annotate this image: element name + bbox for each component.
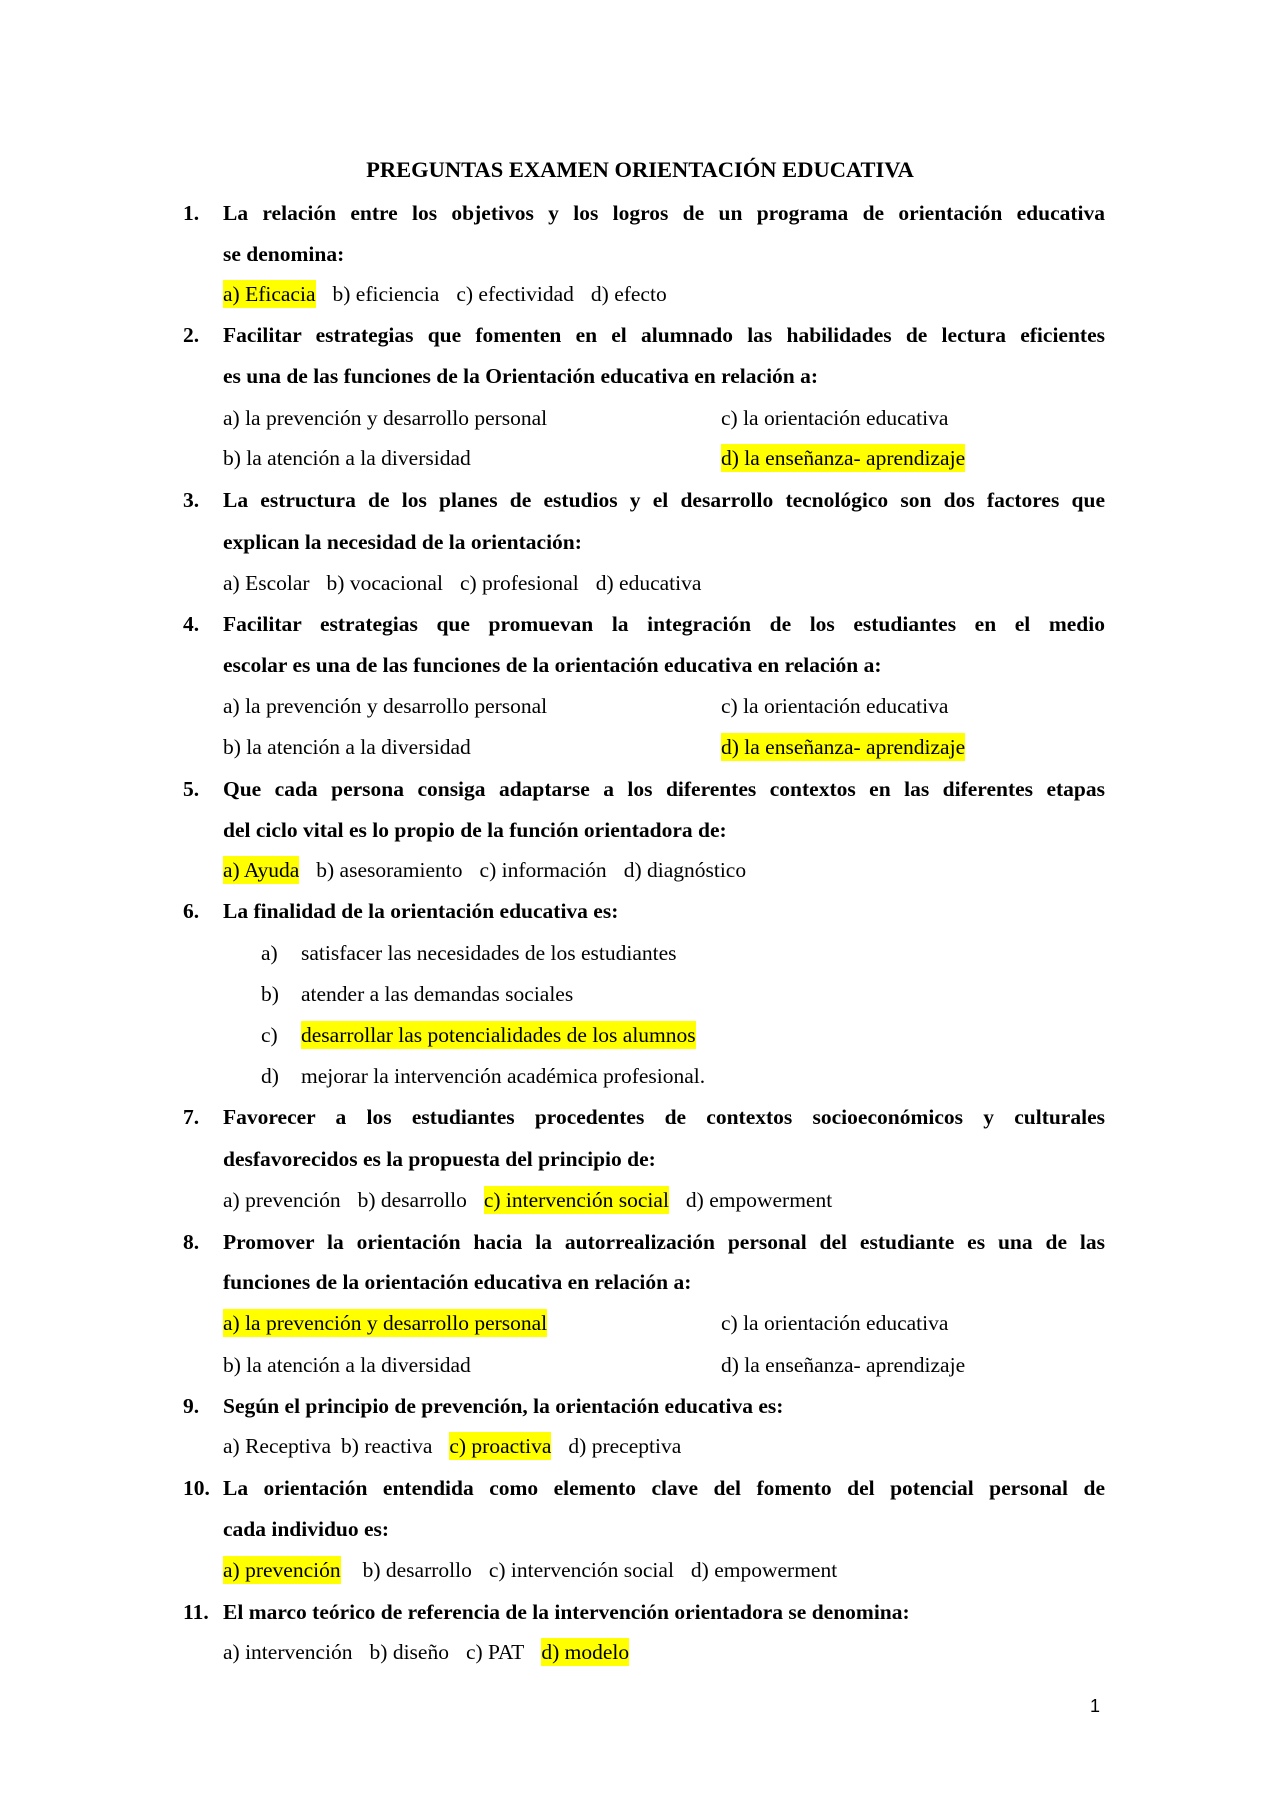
option-d: d) preceptiva: [568, 1434, 682, 1458]
option-a-correct: a) prevención: [223, 1558, 341, 1582]
option-a-correct: a) Ayuda: [223, 858, 300, 882]
question-text-line: El marco teórico de referencia de la intervención orientadora se denomina:: [223, 1600, 910, 1624]
options-row: [223, 1556, 854, 1584]
option-c: c) PAT: [465, 1640, 525, 1664]
option-c: c) la orientación educativa: [721, 694, 949, 718]
option-a: a) intervención: [223, 1640, 353, 1664]
question-text-line: Favorecer a los estudiantes procedentes de contextos socioeconómicos y culturales: [223, 1105, 1105, 1129]
option-letter: b): [261, 982, 279, 1006]
question-number: 10.: [183, 1476, 210, 1500]
option-c: c) profesional: [459, 571, 579, 595]
option-d: d) educativa: [595, 571, 702, 595]
option-a: satisfacer las necesidades de los estudiantes: [301, 941, 677, 965]
option-d: d) diagnóstico: [623, 858, 747, 882]
option-d: mejorar la intervención académica profesional.: [301, 1064, 706, 1088]
option-c-correct: desarrollar las potencialidades de los alumnos: [301, 1023, 696, 1047]
option-b: b) vocacional: [326, 571, 443, 595]
question-number: 11.: [183, 1600, 209, 1624]
options-row: [223, 1638, 646, 1666]
options-row: [223, 280, 684, 308]
question-text-line: Facilitar estrategias que promuevan la integración de los estudiantes en el medio: [223, 612, 1105, 636]
question-number: 1.: [183, 201, 200, 225]
option-c: c) intervención social: [488, 1558, 674, 1582]
question-text-line: desfavorecidos es la propuesta del principio de:: [223, 1147, 656, 1171]
option-c: c) la orientación educativa: [721, 1311, 949, 1335]
question-text-line: La estructura de los planes de estudios y el desarrollo tecnológico son dos factores que: [223, 488, 1105, 512]
question-text-line: La orientación entendida como elemento clave del fomento del potencial personal de: [223, 1476, 1105, 1500]
option-b: b) reactiva: [341, 1434, 433, 1458]
option-d: d) empowerment: [690, 1558, 838, 1582]
question-text-line: escolar es una de las funciones de la orientación educativa en relación a:: [223, 653, 882, 677]
option-letter: a): [261, 941, 278, 965]
option-a: a) Escolar: [223, 571, 310, 595]
question-text-line: La finalidad de la orientación educativa es:: [223, 899, 619, 923]
question-number: 5.: [183, 777, 200, 801]
option-b: b) la atención a la diversidad: [223, 446, 471, 470]
question-text-line: explican la necesidad de la orientación:: [223, 530, 582, 554]
question-number: 4.: [183, 612, 200, 636]
question-text-line: Que cada persona consiga adaptarse a los diferentes contextos en las diferentes etapas: [223, 777, 1105, 801]
question-text-line: Según el principio de prevención, la orientación educativa es:: [223, 1394, 784, 1418]
option-b: atender a las demandas sociales: [301, 982, 574, 1006]
question-text-line: La relación entre los objetivos y los logros de un programa de orientación educativa: [223, 201, 1105, 225]
option-b: b) eficiencia: [332, 282, 440, 306]
question-number: 7.: [183, 1105, 200, 1129]
option-d-correct: d) la enseñanza- aprendizaje: [721, 446, 966, 470]
option-b: b) asesoramiento: [316, 858, 463, 882]
option-b: b) la atención a la diversidad: [223, 1353, 471, 1377]
question-number: 8.: [183, 1230, 200, 1254]
document-title: PREGUNTAS EXAMEN ORIENTACIÓN EDUCATIVA: [366, 157, 914, 182]
option-letter: d): [261, 1064, 279, 1088]
option-a: a) prevención: [223, 1188, 341, 1212]
question-number: 6.: [183, 899, 200, 923]
option-c: c) información: [479, 858, 607, 882]
question-text-line: Promover la orientación hacia la autorrealización personal del estudiante es una de las: [223, 1230, 1105, 1254]
question-number: 9.: [183, 1394, 200, 1418]
question-number: 3.: [183, 488, 200, 512]
option-a-correct: a) la prevención y desarrollo personal: [223, 1311, 548, 1335]
options-row: [223, 1432, 698, 1460]
option-c-correct: c) proactiva: [449, 1434, 552, 1458]
question-text-line: funciones de la orientación educativa en relación a:: [223, 1270, 692, 1294]
option-c-correct: c) intervención social: [483, 1188, 669, 1212]
option-d: d) la enseñanza- aprendizaje: [721, 1353, 966, 1377]
question-text-line: se denomina:: [223, 242, 345, 266]
question-text-line: Facilitar estrategias que fomenten en el alumnado las habilidades de lectura eficientes: [223, 323, 1105, 347]
option-a: a) la prevención y desarrollo personal: [223, 406, 548, 430]
option-b: b) desarrollo: [362, 1558, 472, 1582]
option-b: b) desarrollo: [357, 1188, 467, 1212]
question-text-line: del ciclo vital es lo propio de la función orientadora de:: [223, 818, 727, 842]
option-b: b) la atención a la diversidad: [223, 735, 471, 759]
page-number: 1: [1090, 1696, 1101, 1716]
options-row: [223, 1186, 849, 1214]
option-a-correct: a) Eficacia: [223, 282, 316, 306]
option-a: a) la prevención y desarrollo personal: [223, 694, 548, 718]
option-letter: c): [261, 1023, 278, 1047]
option-d-correct: d) la enseñanza- aprendizaje: [721, 735, 966, 759]
option-b: b) diseño: [369, 1640, 449, 1664]
option-c: c) la orientación educativa: [721, 406, 949, 430]
question-text-line: es una de las funciones de la Orientación educativa en relación a:: [223, 364, 819, 388]
options-row: [223, 856, 763, 884]
options-row: [223, 569, 718, 597]
question-number: 2.: [183, 323, 200, 347]
option-c: c) efectividad: [456, 282, 574, 306]
question-text-line: cada individuo es:: [223, 1517, 390, 1541]
option-d: d) empowerment: [685, 1188, 833, 1212]
option-d: d) efecto: [590, 282, 667, 306]
option-d-correct: d) modelo: [541, 1640, 630, 1664]
option-a: a) Receptiva: [223, 1434, 332, 1458]
